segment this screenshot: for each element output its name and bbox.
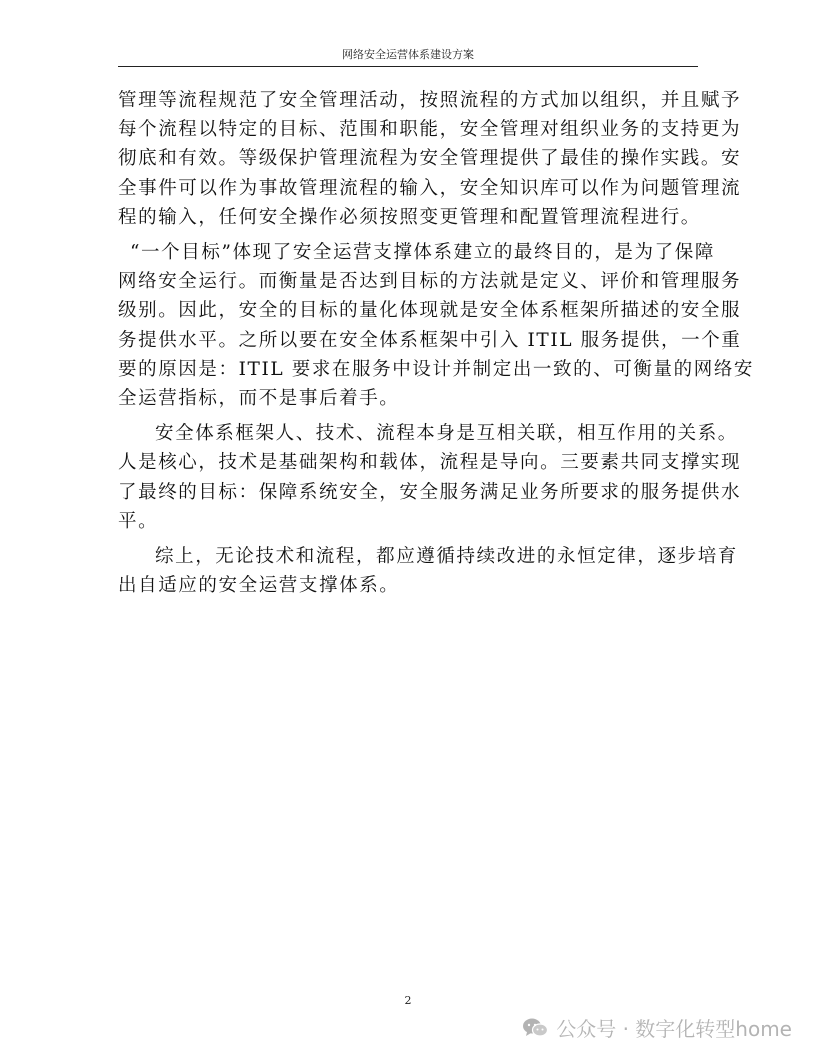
wechat-icon [522,1017,548,1039]
paragraph-4 [118,542,738,600]
paragraph-line: 全事件可以作为事故管理流程的输入，安全知识库可以作为问题管理流 [118,177,742,199]
paragraph-line: 级别。因此，安全的目标的量化体现就是安全体系框架所描述的安全服 [118,300,742,322]
paragraph-line: 彻底和有效。等级保护管理流程为安全管理提供了最佳的操作实践。安 [118,148,742,170]
paragraph-1 [118,86,742,232]
paragraph-line: 安全体系框架人、技术、流程本身是互相关联，相互作用的关系。 [155,423,738,445]
paragraph-line: 管理等流程规范了安全管理活动，按照流程的方式加以组织，并且赋予 [118,90,742,111]
paragraph-line: 综上，无论技术和流程，都应遵循持续改进的永恒定律，逐步培育 [155,546,738,568]
paragraph-line: 了最终的目标：保障系统安全，安全服务满足业务所要求的服务提供水 [118,481,742,503]
paragraph-line: 程的输入，任何安全操作必须按照变更管理和配置管理流程进行。 [118,206,701,228]
paragraph-line: 网络安全运行。而衡量是否达到目标的方法就是定义、评价和管理服务 [118,271,742,293]
paragraph-line: 要的原因是：ITIL 要求在服务中设计并制定出一致的、可衡量的网络安 [118,358,755,380]
paragraph-line: 每个流程以特定的目标、范围和职能，安全管理对组织业务的支持更为 [118,119,742,141]
paragraph-3 [118,419,742,536]
paragraph-line: 务提供水平。之所以要在安全体系框架中引入 ITIL 服务提供，一个重 [118,329,742,351]
page-number: 2 [404,994,412,1007]
page-header [118,46,698,67]
paragraph-line: 人是核心，技术是基础架构和载体，流程是导向。三要素共同支撑实现 [118,452,742,474]
header-title: 网络安全运营体系建设方案 [342,48,474,61]
watermark-text: 公众号 · 数字化转型home [556,1017,792,1041]
paragraph-2 [118,238,755,413]
paragraph-line: 平。 [118,510,159,532]
paragraph-line: 全运营指标，而不是事后着手。 [118,388,400,410]
paragraph-line: “一个目标”体现了安全运营支撑体系建立的最终目的，是为了保障 [130,242,715,264]
document-body [118,86,755,606]
watermark [522,1013,792,1042]
paragraph-line: 出自适应的安全运营支撑体系。 [118,575,400,597]
